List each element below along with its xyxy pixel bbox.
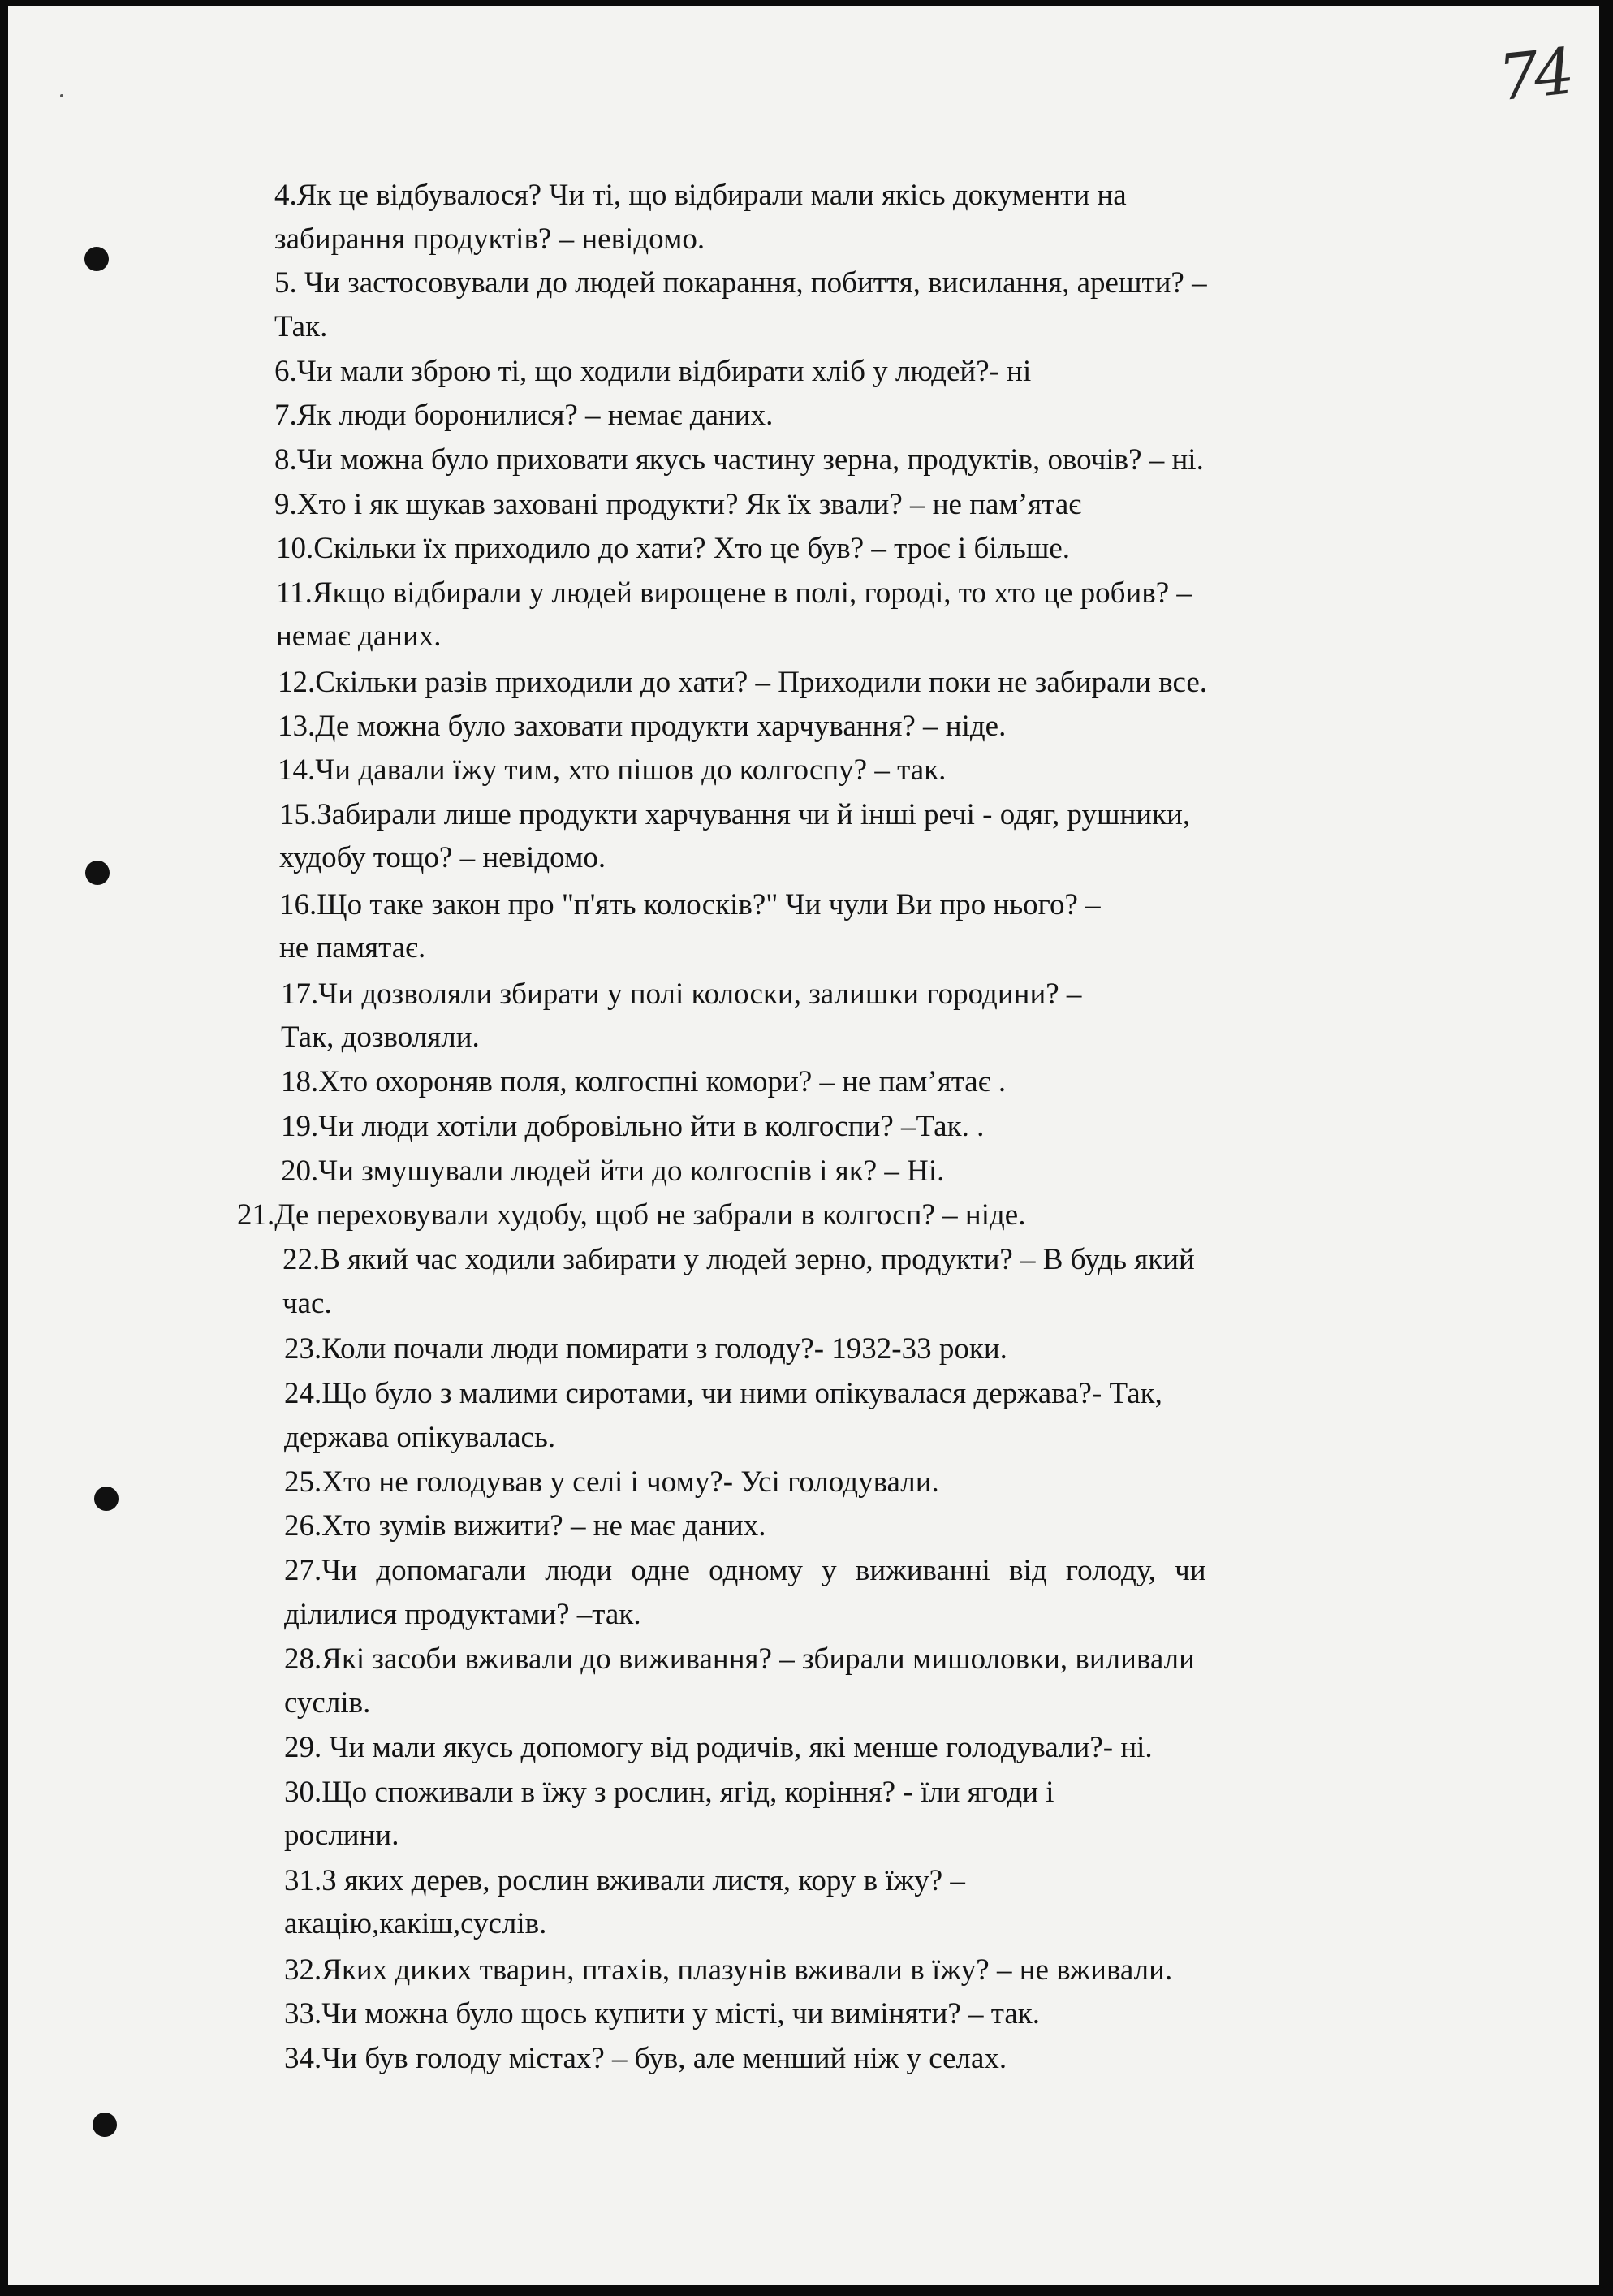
text-line: 17.Чи дозволяли збирати у полі колоски, залишки городини? – [281,978,1082,1011]
text-line: 28.Які засоби вживали до виживання? – збирали мишоловки, виливали [284,1642,1195,1676]
text-line: 29. Чи мали якусь допомогу від родичів, які менше голодували?- ні. [284,1731,1153,1764]
text-line: 32.Яких диких тварин, птахів, плазунів вживали в їжу? – не вживали. [284,1953,1173,1987]
text-line: 22.В який час ходили забирати у людей зерно, продукти? – В будь який [282,1243,1195,1276]
text-line: 9.Хто і як шукав заховані продукти? Як їх звали? – не пам’ятає [274,488,1082,521]
text-line: 4.Як це відбувалося? Чи ті, що відбирали мали якісь документи на [274,179,1127,212]
text-line: 14.Чи давали їжу тим, хто пішов до колгоспу? – так. [278,753,947,787]
text-line: 12.Скільки разів приходили до хати? – Приходили поки не забирали все. [278,666,1208,699]
text-line: суслів. [284,1686,371,1720]
text-line: 24.Що було з малими сиротами, чи ними опікувалася держава?- Так, [284,1377,1162,1410]
text-line: держава опікувалась. [284,1421,556,1454]
text-line: 13.Де можна було заховати продукти харчування? – ніде. [278,710,1007,743]
text-line: 21.Де переховували худобу, щоб не забрали в колгосп? – ніде. [237,1198,1026,1232]
text-line: 19.Чи люди хотіли добровільно йти в колгоспи? –Так. . [281,1110,985,1143]
text-line: 15.Забирали лише продукти харчування чи й інші речі - одяг, рушники, [279,798,1191,831]
text-line: 7.Як люди боронилися? – немає даних. [274,399,774,432]
text-line: 30.Що споживали в їжу з рослин, ягід, коріння? - їли ягоди і [284,1776,1054,1809]
text-line: 34.Чи був голоду містах? – був, але менший ніж у селах. [284,2042,1007,2075]
text-line: 5. Чи застосовували до людей покарання, побиття, висилання, арешти? – [274,266,1207,300]
text-line: 6.Чи мали зброю ті, що ходили відбирати хліб у людей?- ні [274,355,1032,388]
text-line: час. [282,1287,332,1320]
text-line: забирання продуктів? – невідомо. [274,222,705,256]
document-page [8,6,1599,2285]
text-line: 31.З яких дерев, рослин вживали листя, кору в їжу? – [284,1864,965,1897]
text-line: 27.Чи допомагали люди одне одному у виживанні від голоду, чи [284,1554,1206,1587]
text-line: 16.Що таке закон про "п'ять колосків?" Чи чули Ви про нього? – [279,888,1101,921]
text-line: 23.Коли почали люди помирати з голоду?- 1932-33 роки. [284,1332,1007,1366]
text-line: Так. [274,310,328,343]
text-line: немає даних. [276,619,442,653]
text-line: 11.Якщо відбирали у людей вирощене в полі, городі, то хто це робив? – [276,576,1192,610]
questionnaire-text [8,6,1599,2285]
text-line: 18.Хто охороняв поля, колгоспні комори? – не пам’ятає . [281,1065,1007,1098]
text-line: акацію,какіш,суслів. [284,1907,547,1940]
text-line: 8.Чи можна було приховати якусь частину зерна, продуктів, овочів? – ні. [274,443,1204,477]
text-line: Так, дозволяли. [281,1021,480,1054]
text-line: худобу тощо? – невідомо. [279,841,606,874]
text-line: 10.Скільки їх приходило до хати? Хто це був? – троє і більше. [276,532,1071,565]
text-line: рослини. [284,1819,399,1852]
text-line: ділилися продуктами? –так. [284,1598,641,1631]
text-line: не памятає. [279,931,426,965]
text-line: 25.Хто не голодував у селі і чому?- Усі голодували. [284,1465,939,1499]
text-line: 33.Чи можна було щось купити у місті, чи виміняти? – так. [284,1997,1041,2031]
text-line: 26.Хто зумів вижити? – не має даних. [284,1509,766,1543]
page-number: 74 [1494,35,1573,116]
text-line: 20.Чи змушували людей йти до колгоспів і як? – Ні. [281,1154,945,1188]
